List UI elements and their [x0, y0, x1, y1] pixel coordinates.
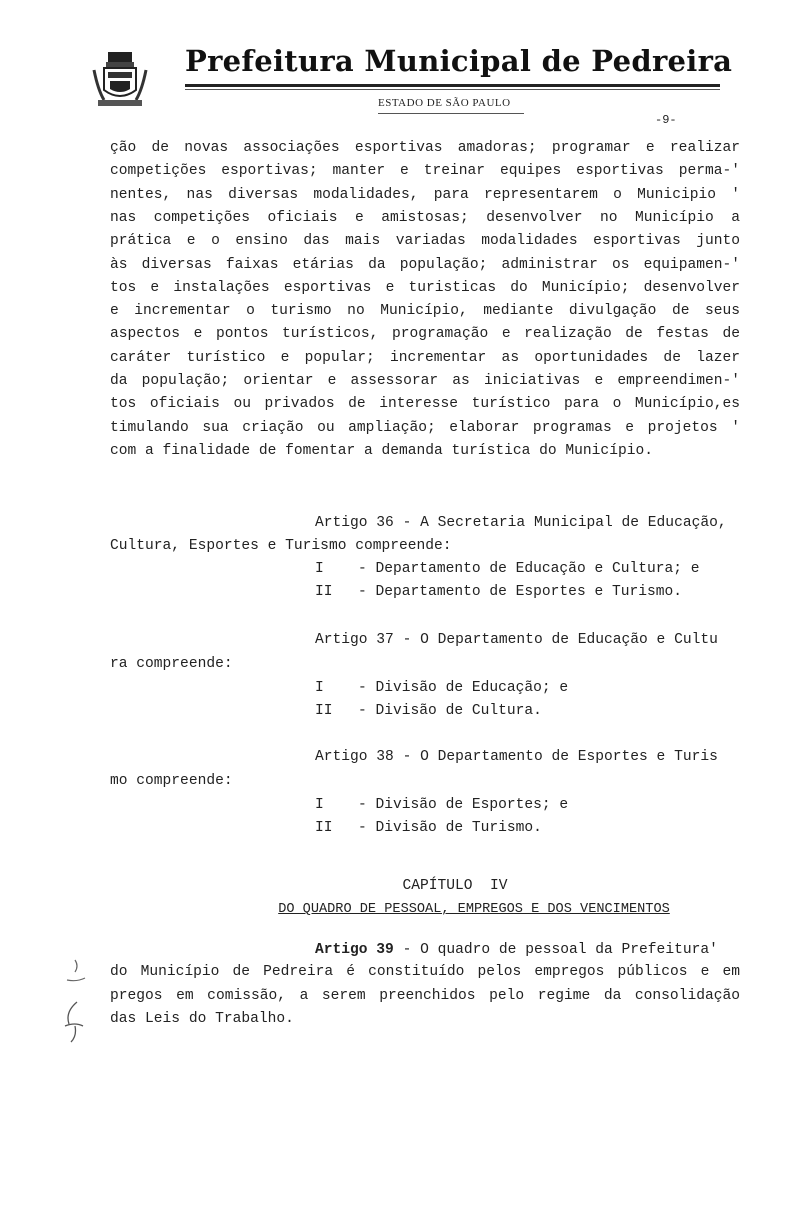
article-36-item-text: - Departamento de Educação e Cultura; e — [358, 561, 700, 577]
article-39-heading — [315, 941, 718, 959]
article-36-item-text: - Departamento de Esportes e Turismo. — [358, 584, 683, 600]
paragraph-line: nas competições oficiais e amistosas; desenvolver no Município a — [110, 209, 740, 226]
article-39-line: do Município de Pedreira é constituído pelos empregos públicos e em — [110, 964, 740, 980]
paragraph-line: competições esportivas; manter e treinar equipes esportivas perma-' — [110, 163, 740, 180]
article-36-item-num: I — [315, 561, 324, 577]
coat-of-arms-logo — [92, 50, 148, 110]
article-38-item-text: - Divisão de Turismo. — [358, 820, 542, 836]
article-38-continuation: mo compreende: — [110, 773, 233, 789]
article-38-item-num: II — [315, 820, 333, 836]
article-37-item-num: II — [315, 703, 333, 719]
title-rule — [185, 84, 720, 87]
paragraph-line: às diversas faixas etárias da população; administrar os equipamen-' — [110, 256, 740, 273]
paragraph-line: nentes, nas diversas modalidades, para representarem o Municipio ' — [110, 186, 740, 203]
paragraph-line: tos e instalações esportivas e turisticas do Município; desenvolver — [110, 279, 740, 296]
paragraph-line: da população; orientar e assessorar as iniciativas e empreendimen-' — [110, 373, 740, 389]
article-37-heading: Artigo 37 - O Departamento de Educação e Cultu — [315, 632, 718, 648]
paragraph-line: aspectos e pontos turísticos, programação e realização de festas de — [110, 326, 740, 343]
article-37-item-text: - Divisão de Cultura. — [358, 703, 542, 719]
paragraph-line: tos oficiais ou privados de interesse turístico para o Município,es — [110, 396, 740, 413]
article-37-item-text: - Divisão de Educação; e — [358, 680, 569, 696]
chapter-subtitle: DO QUADRO DE PESSOAL, EMPREGOS E DOS VENCIMENTOS — [278, 902, 670, 917]
paragraph-line: e incrementar o turismo no Município, mediante divulgação de seus — [110, 303, 740, 320]
article-37-continuation: ra compreende: — [110, 656, 233, 672]
paragraph-line: com a finalidade de fomentar a demanda turística do Município. — [110, 442, 653, 459]
article-36-heading: Artigo 36 - A Secretaria Municipal de Educação, — [315, 515, 727, 531]
state-underline — [378, 113, 524, 114]
article-39-label: Artigo 39 — [315, 942, 394, 958]
article-39-line: pregos em comissão, a serem preenchidos pelo regime da consolidação — [110, 988, 740, 1004]
article-38-item-text: - Divisão de Esportes; e — [358, 797, 569, 813]
article-39-heading-text: - O quadro de pessoal da Prefeitura' — [393, 942, 718, 958]
state-subtitle: ESTADO DE SÃO PAULO — [378, 97, 511, 109]
article-36-item-num: II — [315, 584, 333, 600]
article-38-item-num: I — [315, 797, 324, 813]
institution-title: Prefeitura Municipal de Pedreira — [185, 44, 733, 78]
article-38-heading: Artigo 38 - O Departamento de Esportes e Turis — [315, 749, 718, 765]
paragraph-line: timulando sua criação ou ampliação; elaborar programas e projetos ' — [110, 419, 740, 436]
paragraph-line: ção de novas associações esportivas amadoras; programar e realizar — [110, 140, 740, 156]
title-rule-thin — [185, 89, 720, 90]
paragraph-line: prática e o ensino das mais variadas modalidades esportivas junto — [110, 233, 740, 250]
page-number: -9- — [655, 113, 677, 127]
article-36-continuation: Cultura, Esportes e Turismo compreende: — [110, 538, 452, 554]
handwritten-margin-mark — [55, 940, 90, 1050]
paragraph-line: caráter turístico e popular; incrementar as oportunidades de lazer — [110, 349, 740, 366]
article-37-item-num: I — [315, 680, 324, 696]
article-39-line: das Leis do Trabalho. — [110, 1011, 294, 1027]
chapter-title: CAPÍTULO IV — [402, 878, 508, 894]
